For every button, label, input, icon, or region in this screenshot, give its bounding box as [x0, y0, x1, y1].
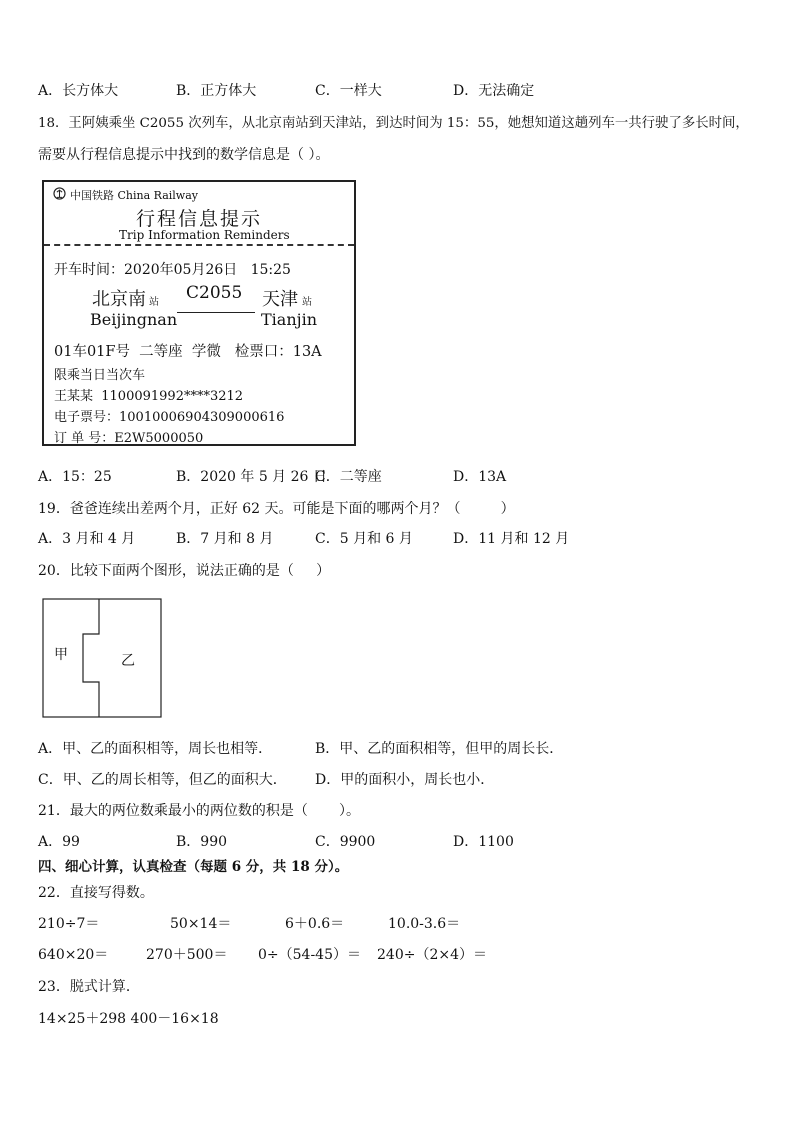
from-station-name: 北京南 [92, 289, 146, 310]
ticket-title-en: Trip Information Reminders [119, 228, 290, 242]
q20-option-a: A．甲、乙的面积相等，周长也相等． [38, 741, 273, 757]
ticket-to-station-en: Tianjin [261, 310, 318, 329]
label-yi: 乙 [121, 653, 135, 669]
q18-option-a: A．15：25 [38, 469, 112, 485]
china-railway-logo-icon [53, 187, 66, 200]
q22-item-3: 6＋0.6＝ [285, 916, 345, 932]
q20-question: 20．比较下面两个图形，说法正确的是（ ） [38, 563, 331, 579]
q22-question: 22．直接写得数。 [38, 885, 154, 901]
q19-option-b: B．7 月和 8 月 [176, 531, 274, 547]
q18-question-line1: 18．王阿姨乘坐 C2055 次列车，从北京南站到天津站，到达时间为 15：55，她想知道这趟列车一共行驶了多长时间， [38, 116, 749, 131]
q22-item-2: 50×14＝ [170, 916, 232, 932]
q22-item-6: 270＋500＝ [146, 947, 228, 963]
from-station-suffix: 站 [149, 297, 159, 308]
q17-option-c: C．一样大 [315, 83, 382, 99]
q20-option-d: D．甲的面积小，周长也小． [315, 772, 495, 788]
ticket-from-station [92, 285, 159, 311]
to-station-name: 天津 [262, 289, 298, 310]
section-4-heading: 四、细心计算，认真检查（每题 6 分，共 18 分）。 [38, 859, 349, 875]
ticket-same-day-note: 限乘当日当次车 [54, 368, 146, 383]
q22-item-4: 10.0-3.6＝ [388, 916, 461, 932]
q23-expression: 14×25＋298 400－16×18 [38, 1011, 219, 1027]
dividing-line [83, 599, 99, 717]
q17-option-b: B．正方体大 [176, 83, 257, 99]
ticket-passenger: 王某某 1100091992****3212 [54, 389, 244, 404]
ticket-e-ticket-number: 电子票号：1001000690430900061​6 [54, 410, 285, 425]
ticket-to-station [262, 285, 312, 311]
q18-option-c: C．二等座 [315, 469, 382, 485]
q20-option-b: B．甲、乙的面积相等，但甲的周长长． [315, 741, 564, 757]
q23-question: 23．脱式计算． [38, 979, 140, 995]
ticket-train-number: C2055 [186, 283, 243, 303]
q21-option-d: D．1100 [453, 834, 514, 850]
q17-option-a: A．长方体大 [38, 83, 119, 99]
to-station-suffix: 站 [302, 297, 312, 308]
ticket-seat-info: 01车01F号 二等座 学微 检票口：13A [54, 344, 322, 360]
ticket-title-cn: 行程信息提示 [136, 208, 263, 230]
q22-item-8: 240÷（2×4）＝ [377, 947, 487, 963]
q17-option-d: D．无法确定 [453, 83, 535, 99]
q19-option-c: C．5 月和 6 月 [315, 531, 413, 547]
q22-item-1: 210÷7＝ [38, 916, 100, 932]
ticket-brand: 中国铁路 China Railway [70, 189, 198, 202]
trip-info-ticket [42, 180, 356, 446]
ticket-dashed-divider [44, 244, 354, 246]
q21-option-b: B．990 [176, 834, 228, 850]
q18-question-line2: 需要从行程信息提示中找到的数学信息是（ ）。 [38, 147, 330, 163]
q18-option-d: D．13A [453, 469, 507, 485]
q19-question: 19．爸爸连续出差两个月，正好 62 天。可能是下面的哪两个月？（ ） [38, 501, 515, 517]
q22-item-7: 0÷（54-45）＝ [258, 947, 361, 963]
ticket-order-number: 订 单 号：E2W5000050 [54, 431, 204, 446]
q19-option-a: A．3 月和 4 月 [38, 531, 136, 547]
ticket-from-station-en: Beijingnan [90, 310, 178, 329]
q20-option-c: C．甲、乙的周长相等，但乙的面积大． [38, 772, 287, 788]
q21-option-c: C．9900 [315, 834, 376, 850]
q20-figure [42, 598, 162, 718]
q19-option-d: D．11 月和 12 月 [453, 531, 570, 547]
q21-option-a: A．99 [38, 834, 80, 850]
ticket-departure-time: 开车时间：2020年05月26日 15:25 [54, 262, 291, 278]
q18-option-b: B．2020 年 5 月 26 日 [176, 469, 327, 485]
q22-item-5: 640×20＝ [38, 947, 109, 963]
q21-question: 21．最大的两位数乘最小的两位数的积是（ ）。 [38, 803, 360, 819]
label-jia: 甲 [54, 647, 68, 663]
ticket-route-line [177, 312, 255, 313]
